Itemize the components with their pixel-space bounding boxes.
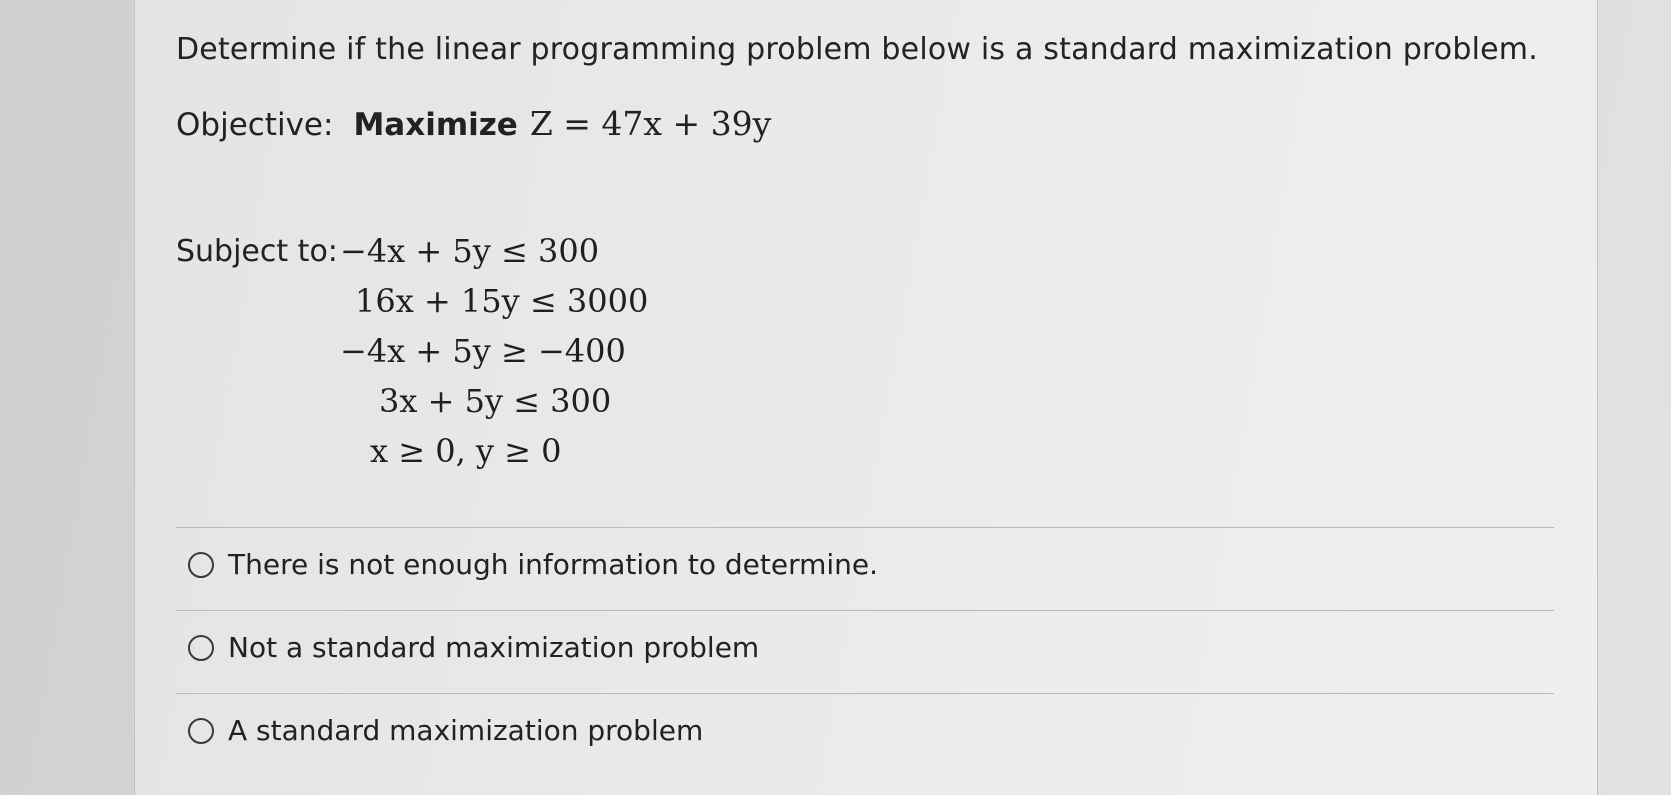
option-label: A standard maximization problem: [228, 714, 704, 747]
constraint-2: 16x + 15y ≤ 3000: [355, 282, 649, 320]
divider: [176, 527, 1554, 528]
question-text: Determine if the linear programming problem below is a standard maximization problem.: [176, 32, 1538, 67]
radio-button[interactable]: [188, 718, 214, 744]
option-not-standard[interactable]: [176, 631, 759, 664]
constraint-4: 3x + 5y ≤ 300: [379, 382, 612, 420]
subject-to-label: Subject to:: [176, 234, 338, 269]
objective-label: Objective:: [176, 107, 334, 143]
radio-button[interactable]: [188, 635, 214, 661]
option-standard[interactable]: [176, 714, 703, 747]
objective-expression: Z = 47x + 39y: [529, 104, 772, 143]
divider: [176, 693, 1554, 694]
option-not-enough-info[interactable]: [176, 548, 878, 581]
constraint-nonnegativity: x ≥ 0, y ≥ 0: [370, 432, 562, 470]
objective-row: [176, 104, 771, 143]
option-label: Not a standard maximization problem: [228, 631, 760, 664]
objective-maximize-label: Maximize: [353, 107, 518, 143]
divider: [176, 610, 1554, 611]
constraint-3: −4x + 5y ≥ −400: [340, 332, 626, 370]
option-label: There is not enough information to determine.: [228, 548, 879, 581]
radio-button[interactable]: [188, 552, 214, 578]
constraint-1: −4x + 5y ≤ 300: [340, 232, 600, 270]
